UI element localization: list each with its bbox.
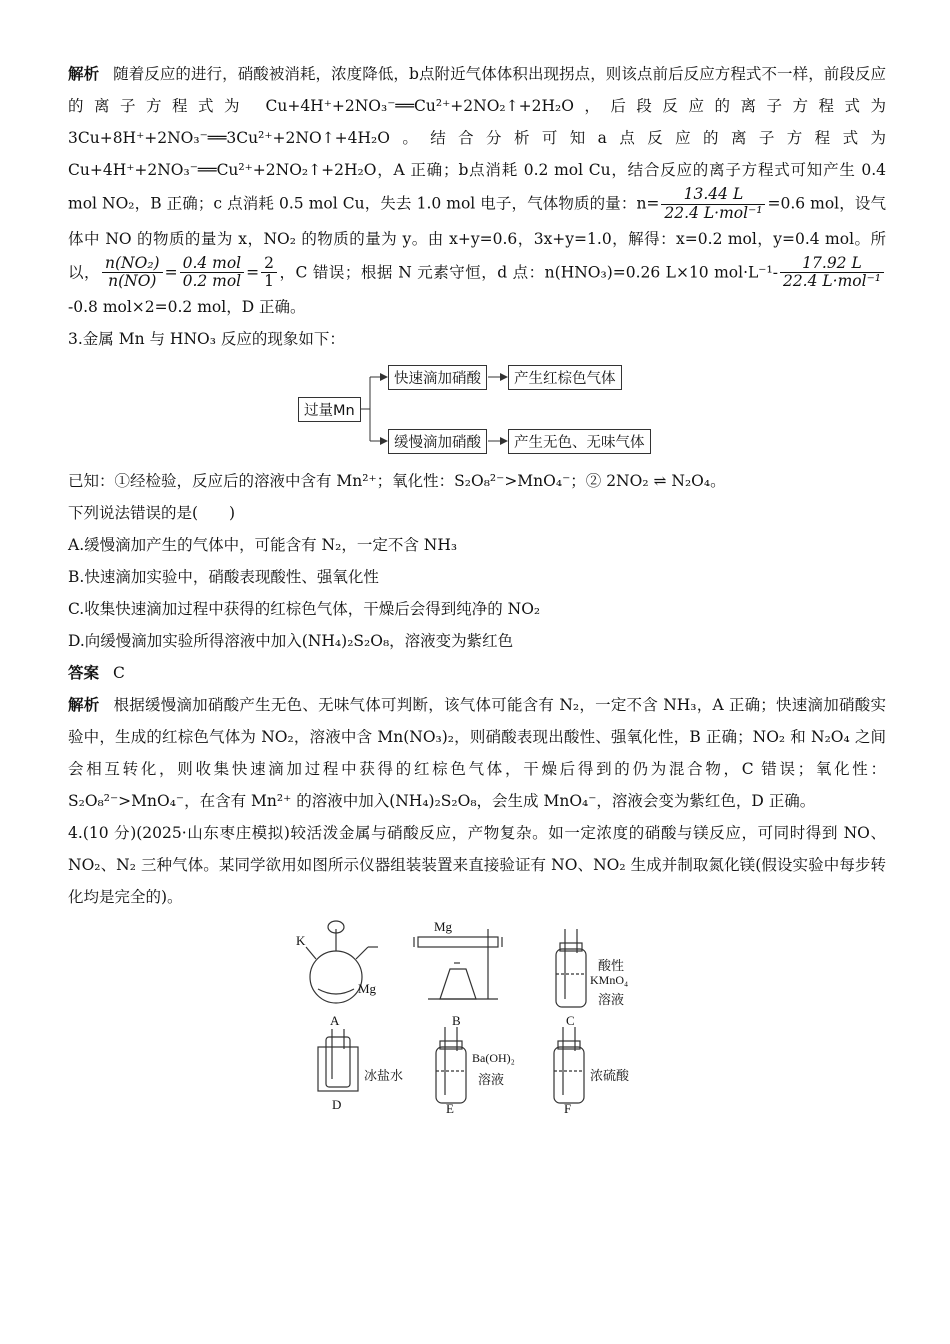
analysis-paragraph-q2: 解析 随着反应的进行，硝酸被消耗，浓度降低，b点附近气体体积出现拐点，则该点前后反应方程式不一样，前段反应的离子方程式为 Cu+4H⁺+2NO₃⁻══Cu²⁺+2NO₂↑+2H₂O，后段反应的离子方程式为 3Cu+8H⁺+2NO₃⁻══3Cu²⁺+2NO↑+4H₂O。结合分析可知a点反应的离子方程式为 Cu+4H⁺+2NO₃⁻══Cu²⁺+2NO₂↑+2H₂O，A 正确；b点消耗 0.2 mol Cu，结合反应的离子方程式可知产生 0.4 mol NO₂，B 正确；c 点消耗 0.5 mol Cu，失去 1.0 mol 电子，气体物质的量：n= $\frac{13.44 L}{\text{22.4 L·mol⁻¹}}$ =0.6 mol，设气体中 NO 的物质的量为 x，NO₂ 的物质的量为 y。由 x+y=0.6，3x+y=1.0，解得：x=0.2 mol，y=0.4 mol。所以， $\frac{\text{n(NO₂)}}{n(NO)}$ = $\frac{\text{0.4 mol}}{\text{0.2 mol}}$ = $\frac{2}{1}$ ，C 错误；根据 N 元素守恒，d 点：n(HNO₃)=0.26 L×10 mol·L⁻¹- $\frac{17.92 L}{\text{22.4 L·mol⁻¹}}$ -0.8 mol×2=0.2 mol，D 正确。 [68, 65, 886, 317]
fraction-gas-amount: $\frac{13.44 L}{\text{22.4 L·mol⁻¹}}$ [661, 186, 765, 223]
flow-colorless-gas-box: 产生无色、无味气体 [508, 429, 651, 454]
analysis-tag: 解析 [68, 65, 100, 83]
label-C: C [566, 1013, 575, 1029]
page-content [68, 58, 886, 1119]
answer-line [68, 657, 886, 689]
answer-value: C [113, 664, 125, 683]
fraction-ratio: $\frac{\text{n(NO₂)}}{n(NO)}$ [102, 255, 163, 292]
label-A: A [330, 1013, 340, 1029]
analysis-tag: 解析 [68, 696, 100, 715]
analysis-paragraph-q3 [68, 689, 886, 817]
fraction-mol-ratio: $\frac{\text{0.4 mol}}{\text{0.2 mol}}$ [180, 255, 245, 292]
label-C-reagent-3: 溶液 [598, 992, 625, 1008]
option-a: A.缓慢滴加产生的气体中，可能含有 N₂，一定不含 NH₃ [68, 536, 458, 555]
label-C-reagent-1: 酸性 [598, 958, 625, 974]
label-E-reagent-2: 溶液 [478, 1072, 505, 1088]
apparatus-figure [68, 919, 886, 1119]
label-F-reagent: 浓硫酸 [590, 1068, 630, 1084]
option-c: C.收集快速滴加过程中获得的红棕色气体，干燥后会得到纯净的 NO₂ [68, 600, 541, 619]
analysis-text-e: ，C 错误；根据 N 元素守恒，d 点：n(HNO₃)=0.26 L×10 mol·L⁻¹- [279, 262, 778, 281]
question-3-ask: 下列说法错误的是( ) [68, 504, 236, 523]
analysis-text-f: -0.8 mol×2=0.2 mol，D 正确。 [68, 298, 306, 317]
label-D: D [332, 1097, 342, 1113]
analysis-text: 根据缓慢滴加硝酸产生无色、无味气体可判断，该气体可能含有 N₂，一定不含 NH₃，A 正确；快速滴加硝酸实验中，生成的红棕色气体为 NO₂，溶液中含 Mn(NO₃)₂，则硝酸表现出酸性、强氧化性，B 正确；NO₂ 和 N₂O₄ 之间会相互转化，则收集快速滴加过程中获得的红棕色气体，干燥后得到的仍为混合物，C 错误；氧化性：S₂O₈²⁻>MnO₄⁻，在含有 Mn²⁺ 的溶液中加入(NH₄)₂S₂O₈，会生成 MnO₄⁻，溶液会变为紫红色，D 正确。 [68, 696, 886, 811]
option-d: D.向缓慢滴加实验所得溶液中加入(NH₄)₂S₂O₈，溶液变为紫红色 [68, 632, 514, 651]
fraction-gas-amount-d: $\frac{17.92 L}{\text{22.4 L·mol⁻¹}}$ [780, 255, 884, 292]
flow-slow-addition-box: 缓慢滴加硝酸 [388, 429, 487, 454]
label-D-reagent: 冰盐水 [364, 1068, 404, 1084]
option-b: B.快速滴加实验中，硝酸表现酸性、强氧化性 [68, 568, 379, 587]
label-A-mg: Mg [358, 981, 377, 997]
flow-fast-addition-box: 快速滴加硝酸 [388, 365, 487, 390]
analysis-text-b: =0.6 mol，设气体中 NO 的物质的量为 x，NO₂ 的物质的量为 y。由 x+y=0.6，3x+y=1.0，解得：x=0.2 mol，y=0.4 mol。所以， [68, 194, 886, 281]
analysis-text-a: 随着反应的进行，硝酸被消耗，浓度降低，b点附近气体体积出现拐点，则该点前后反应方程式不一样，前段反应的离子方程式为 Cu+4H⁺+2NO₃⁻══Cu²⁺+2NO₂↑+2H₂O，后段反应的离子方程式为 3Cu+8H⁺+2NO₃⁻══3Cu²⁺+2NO↑+4H₂O。结合分析可知a点反应的离子方程式为 Cu+4H⁺+2NO₃⁻══Cu²⁺+2NO₂↑+2H₂O，A 正确；b点消耗 0.2 mol Cu，结合反应的离子方程式可知产生 0.4 mol NO₂，B 正确；c 点消耗 0.5 mol Cu，失去 1.0 mol 电子，气体物质的量：n= [68, 65, 886, 213]
question-3-stem: 3.金属 Mn 与 HNO₃ 反应的现象如下： [68, 330, 345, 349]
label-A-k: K [296, 933, 306, 949]
fraction-two-over-one: $\frac{2}{1}$ [261, 255, 277, 292]
apparatus-drawings [68, 919, 886, 1119]
label-F: F [564, 1101, 572, 1117]
flow-start-box: 过量Mn [298, 397, 361, 422]
answer-tag: 答案 [68, 664, 100, 683]
reaction-flowchart [68, 359, 886, 459]
label-B: B [452, 1013, 461, 1029]
question-3-known: 已知：①经检验，反应后的溶液中含有 Mn²⁺；氧化性：S₂O₈²⁻>MnO₄⁻；② 2NO₂ ⇌ N₂O₄。 [68, 472, 726, 491]
question-4-stem: 4.(10 分)(2025·山东枣庄模拟)较活泼金属与硝酸反应，产物复杂。如一定浓度的硝酸与镁反应，可同时得到 NO、NO₂、N₂ 三种气体。某同学欲用如图所示仪器组装装置来直接验证有 NO、NO₂ 生成并制取氮化镁(假设实验中每步转化均是完全的)。 [68, 824, 886, 907]
label-C-reagent-2: KMnO₄ [590, 973, 629, 988]
label-E: E [446, 1101, 454, 1117]
label-E-reagent-1: Ba(OH)₂ [472, 1051, 515, 1066]
flow-red-brown-gas-box: 产生红棕色气体 [508, 365, 622, 390]
label-B-mg: Mg [434, 919, 453, 935]
